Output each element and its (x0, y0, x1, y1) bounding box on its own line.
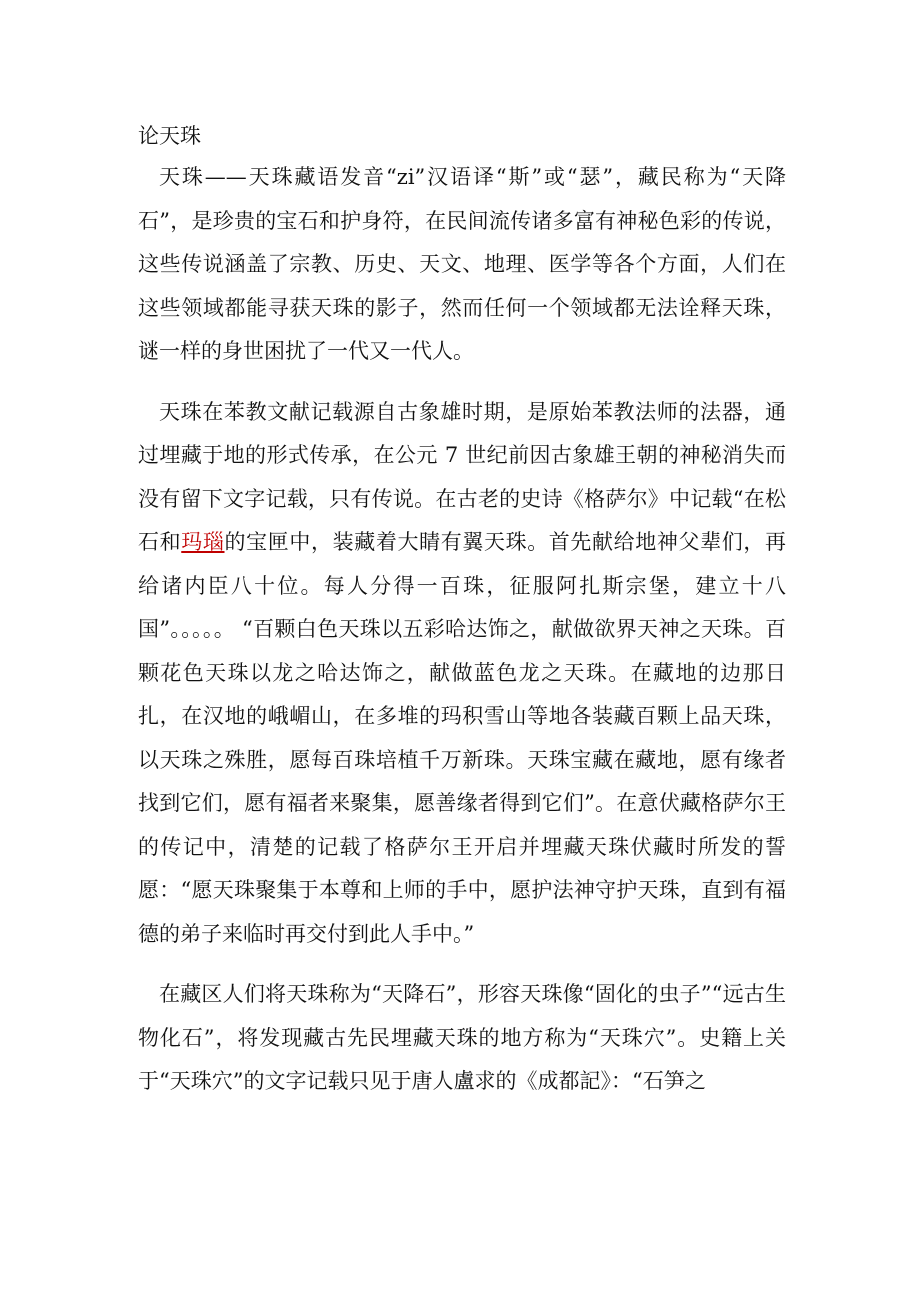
agate-link[interactable]: 玛瑙 (181, 530, 225, 554)
document-page (138, 116, 786, 1121)
paragraph-text: 的宝匣中，装藏着大睛有翼天珠。首先献给地神父辈们，再给诸内臣八十位。每人分得一百珠，征服阿扎斯宗堡，建立十八国”。。。。。 “百颗白色天珠以五彩哈达饰之，献做欲界天神之天珠。百颗花色天珠以龙之哈达饰之，献做蓝色龙之天珠。在藏地的边那日扎，在汉地的峨嵋山，在多堆的玛积雪山等地各装藏百颗上品天珠，以天珠之殊胜，愿每百珠培植千万新珠。天珠宝藏在藏地，愿有缘者找到它们，愿有福者来聚集，愿善缘者得到它们”。在意伏藏格萨尔王的传记中，清楚的记载了格萨尔王开启并埋藏天珠伏藏时所发的誓愿：“愿天珠聚集于本尊和上师的手中，愿护法神守护天珠，直到有福德的弟子来临时再交付到此人手中。” (138, 530, 787, 946)
paragraph-intro (138, 156, 786, 374)
paragraph-text: 在藏区人们将天珠称为“天降石”，形容天珠像“固化的虫子”“远古生物化石”，将发现藏古先民埋藏天珠的地方称为“天珠穴”。史籍上关于“天珠穴”的文字记载只见于唐人盧求的《成都記》：“石笋之 (138, 982, 786, 1093)
paragraph-cave (138, 973, 786, 1104)
paragraph-text: 天珠在苯教文献记载源自古象雄时期，是原始苯教法师的法器，通过埋藏于地的形式传承，在公元 7 世纪前因古象雄王朝的神秘消失而没有留下文字记载，只有传说。在古老的史诗《格萨尔》中记载“在松石和 (138, 399, 786, 554)
document-title: 论天珠 (138, 124, 201, 148)
paragraph-history (138, 391, 786, 957)
paragraph-text: 天珠——天珠藏语发音“zi”汉语译“斯”或“瑟”，藏民称为“天降石”，是珍贵的宝石和护身符，在民间流传诸多富有神秘色彩的传说，这些传说涵盖了宗教、历史、天文、地理、医学等各个方面，人们在这些领域都能寻获天珠的影子，然而任何一个领域都无法诠释天珠，谜一样的身世困扰了一代又一代人。 (138, 165, 786, 363)
